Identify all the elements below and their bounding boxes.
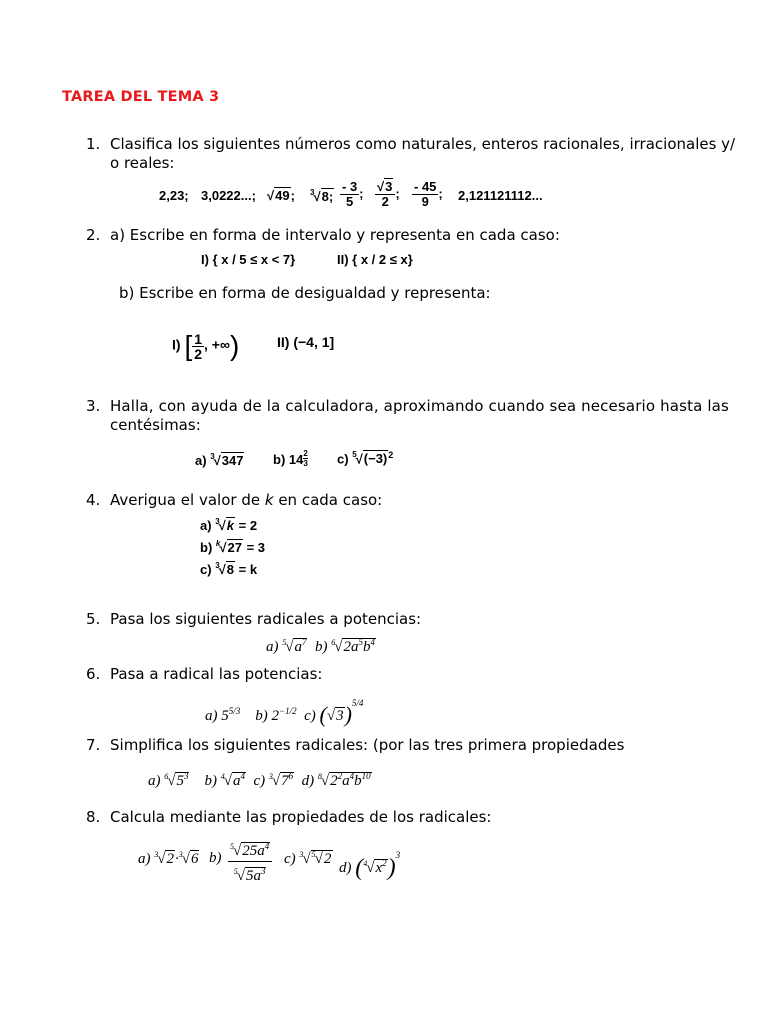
q2-interval-ii: II) { x / 2 ≤ x} bbox=[337, 252, 413, 267]
question-text-line: Calcula mediante las propiedades de los radicales: bbox=[110, 808, 492, 826]
question-text-line: a) Escribe en forma de intervalo y representa en cada caso: bbox=[110, 226, 560, 244]
q2-interval-i: I) { x / 5 ≤ x < 7} bbox=[201, 252, 296, 267]
question-number: 6. bbox=[86, 665, 101, 683]
q1-number-c: √49; bbox=[267, 188, 295, 203]
q8-expr-b-label: b) bbox=[209, 850, 222, 866]
question-text-line: Clasifica los siguientes números como naturales, enteros racionales, irracionales y/ bbox=[110, 135, 736, 153]
question-text-line: centésimas: bbox=[110, 416, 201, 434]
question-number: 4. bbox=[86, 491, 101, 509]
q4-equation-a: a) $^3$√k = 2 bbox=[200, 517, 258, 533]
q3-expr-b: b) 14 $\frac{2}{3}$ bbox=[273, 449, 308, 468]
q1-number-f: $\frac{√3}{2}$ ; bbox=[377, 179, 400, 209]
q4-equation-b: b) $^k$√27 = 3 bbox=[200, 539, 266, 555]
question-number: 7. bbox=[86, 736, 101, 754]
q3-expr-a: a) $^3$√347 bbox=[195, 452, 244, 468]
question-text-line: o reales: bbox=[110, 154, 175, 172]
q1-number-b: 3,0222...; bbox=[201, 188, 256, 203]
q3-expr-c: c) $^5√(-3)^2$ bbox=[337, 450, 394, 467]
radicand: 49 bbox=[275, 188, 290, 203]
q2-inequality-i: I) [ $\frac{1}{2}$ , +∞) bbox=[172, 330, 240, 362]
q8-expr-b-fraction: $\frac{^5√25a^4}{^5√5a^3}$ bbox=[228, 837, 272, 886]
question-number: 3. bbox=[86, 397, 101, 415]
question-number: 2. bbox=[86, 226, 101, 244]
q1-number-h: 2,121121112... bbox=[458, 188, 543, 203]
question-2b-text: b) Escribe en forma de desigualdad y representa: bbox=[119, 284, 491, 302]
question-number: 1. bbox=[86, 135, 101, 153]
question-text-line: Averigua el valor de k en cada caso: bbox=[110, 491, 383, 509]
question-text-line: Pasa los siguientes radicales a potencias: bbox=[110, 610, 422, 628]
q8-expr-c: c) $^3$√$^5$√2 bbox=[284, 850, 332, 867]
q2-inequality-ii: II) (−4, 1] bbox=[277, 334, 335, 350]
q8-expr-d: d) $(^4√x^2)^3$ bbox=[339, 850, 401, 881]
page-title: TAREA DEL TEMA 3 bbox=[62, 89, 220, 105]
question-number: 5. bbox=[86, 610, 101, 628]
question-text-line: Pasa a radical las potencias: bbox=[110, 665, 323, 683]
q7-expressions: a) $^6√5^3$ b) $^4√a^4$ c) $^3√7^6$ d) $^8√2^2a^4b^{10}$ bbox=[148, 771, 371, 789]
q4-equation-c: c) $^3$√8 = k bbox=[200, 561, 258, 577]
q1-number-g: $\frac{- 45}{9}$ ; bbox=[414, 179, 443, 209]
question-text-line: Halla, con ayuda de la calculadora, aproximando cuando sea necesario hasta las bbox=[110, 397, 729, 415]
q1-number-e: $\frac{- 3}{5}$ ; bbox=[342, 179, 364, 209]
question-number: 8. bbox=[86, 808, 101, 826]
question-text-line: Simplifica los siguientes radicales: (por las tres primera propiedades bbox=[110, 736, 625, 754]
q8-expr-a: a) $^3$√2·$^3$√6 bbox=[138, 850, 199, 867]
q1-number-d: $^3$√8; bbox=[310, 188, 334, 204]
q5-expressions: a) $^5√a^7$ b) $^6√2a^5b^4$ bbox=[266, 637, 375, 655]
q6-expressions: a) $5^{5/3}$ b) $2^{-1/2}$ c) $(√3)^{5/4}$ bbox=[205, 698, 364, 727]
q1-number-a: 2,23; bbox=[159, 188, 189, 203]
